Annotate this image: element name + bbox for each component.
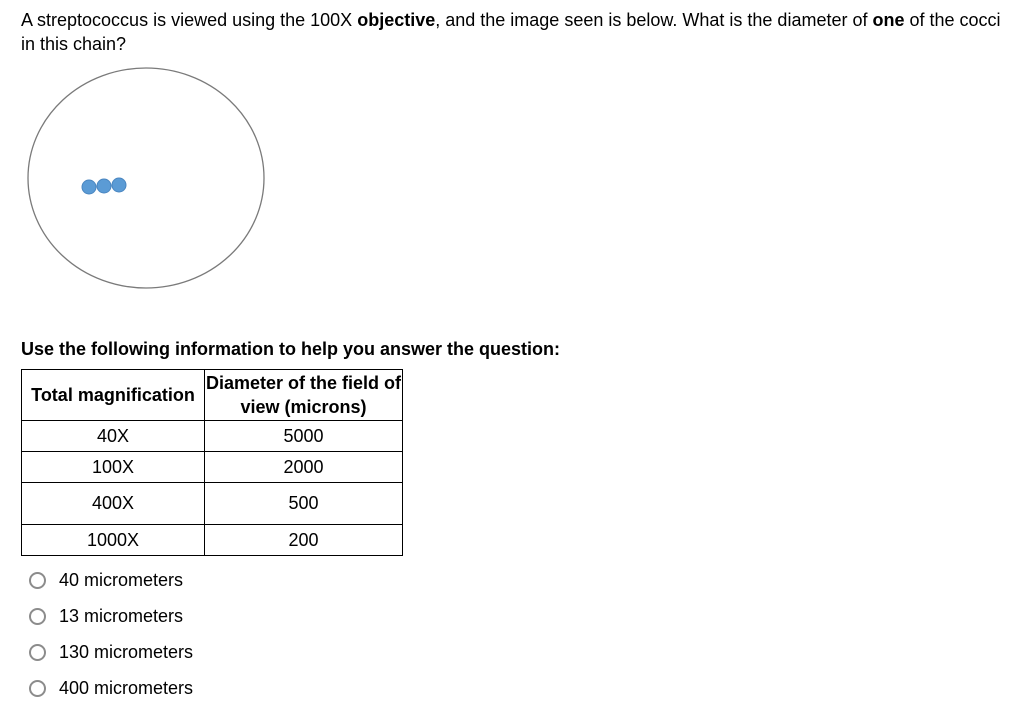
- radio-button-2[interactable]: [29, 608, 46, 625]
- cell-diameter: 2000: [205, 452, 403, 483]
- answer-option-label: 13 micrometers: [59, 606, 184, 626]
- radio-button-3[interactable]: [29, 644, 46, 661]
- question-text: [21, 8, 1016, 56]
- answer-option-4[interactable]: [29, 670, 193, 706]
- answer-option-3[interactable]: [29, 634, 193, 670]
- cell-magnification: 1000X: [22, 525, 205, 556]
- radio-button-1[interactable]: [29, 572, 46, 589]
- header-total-magnification: Total magnification: [22, 370, 205, 421]
- microscope-field-figure: [26, 66, 268, 292]
- instructions-heading: Use the following information to help you answer the question:: [21, 339, 561, 359]
- table-row: [22, 421, 403, 452]
- cell-magnification: 40X: [22, 421, 205, 452]
- question-part-1: A streptococcus is viewed using the 100X: [21, 10, 358, 30]
- coccus-2: [97, 179, 111, 193]
- header-field-diameter: Diameter of the field of view (microns): [205, 370, 403, 421]
- answer-option-label: 40 micrometers: [59, 570, 184, 590]
- cell-diameter: 5000: [205, 421, 403, 452]
- coccus-1: [82, 180, 96, 194]
- field-of-view-circle: [28, 68, 264, 288]
- radio-button-4[interactable]: [29, 680, 46, 697]
- cell-magnification: 100X: [22, 452, 205, 483]
- question-part-3: of the cocci in this chain?: [21, 10, 1001, 54]
- answer-option-1[interactable]: [29, 562, 193, 598]
- field-of-view-svg: [26, 66, 268, 292]
- answer-option-label: 130 micrometers: [59, 642, 194, 662]
- answer-option-2[interactable]: [29, 598, 193, 634]
- table-header-row: [22, 370, 403, 421]
- answer-option-label: 400 micrometers: [59, 678, 194, 698]
- question-part-2: , and the image seen is below. What is the diameter of: [435, 10, 873, 30]
- table-row: [22, 525, 403, 556]
- question-emphasis-one: one: [872, 10, 905, 30]
- table-row: [22, 452, 403, 483]
- cell-diameter: 200: [205, 525, 403, 556]
- cell-diameter: 500: [205, 483, 403, 525]
- cell-magnification: 400X: [22, 483, 205, 525]
- magnification-table: [21, 369, 403, 556]
- answer-options: [29, 562, 193, 706]
- question-emphasis-objective: objective: [357, 10, 436, 30]
- table-row: [22, 483, 403, 525]
- coccus-3: [112, 178, 126, 192]
